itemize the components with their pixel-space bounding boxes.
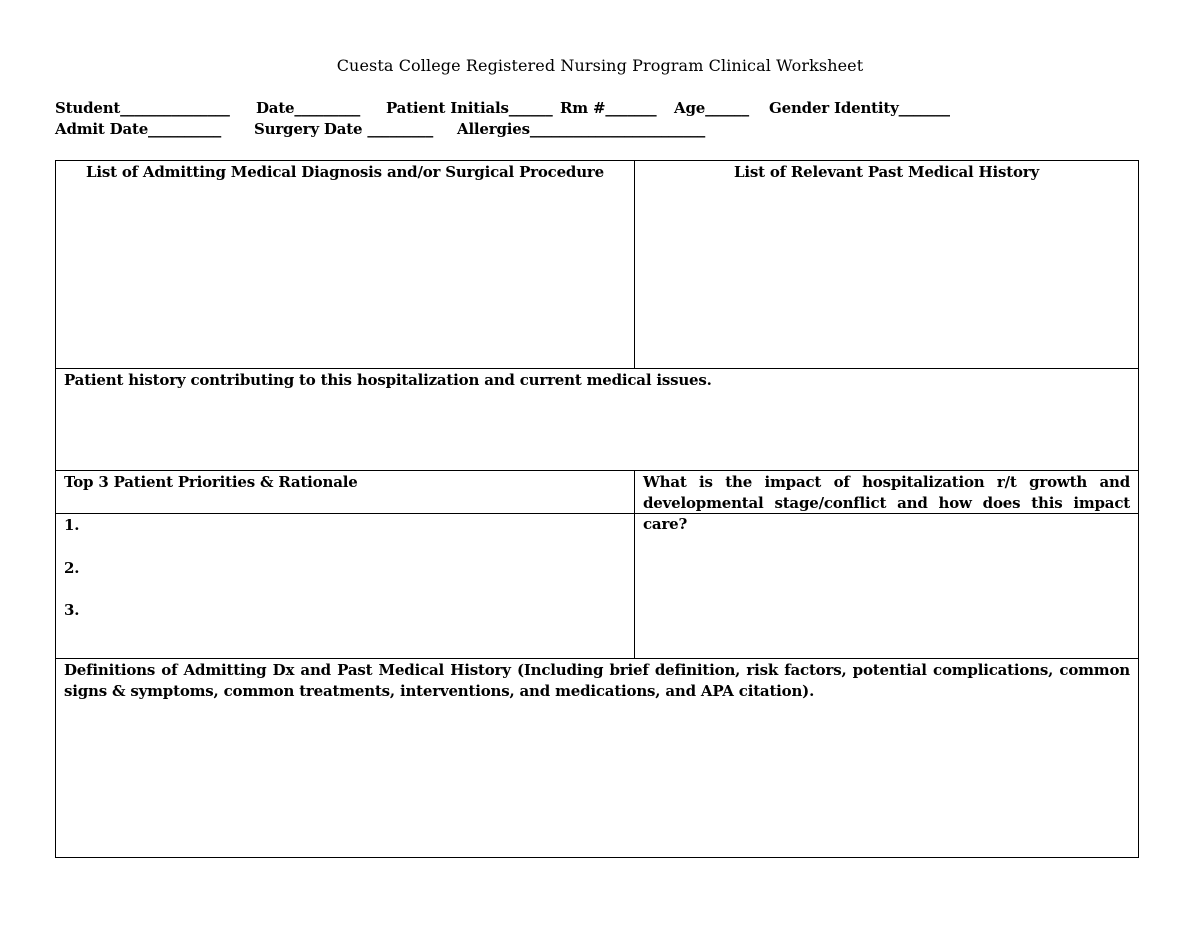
past-medical-history-area[interactable] bbox=[635, 185, 1138, 367]
age-field[interactable]: Age______ bbox=[674, 99, 749, 117]
impact-area[interactable] bbox=[635, 514, 1138, 658]
definitions-area[interactable] bbox=[56, 706, 1138, 856]
gender-identity-field[interactable]: Gender Identity_______ bbox=[769, 99, 950, 117]
impact-heading: What is the impact of hospitalization r/t growth and developmental stage/conflict and how does this impact care? bbox=[643, 473, 1130, 533]
worksheet-title: Cuesta College Registered Nursing Program Clinical Worksheet bbox=[336, 56, 864, 75]
patient-history-area[interactable] bbox=[56, 393, 1138, 469]
priorities-area[interactable] bbox=[56, 514, 634, 658]
priority-number: 2. bbox=[64, 559, 80, 577]
student-field[interactable]: Student_______________ bbox=[55, 99, 230, 117]
surgery-date-field[interactable]: Surgery Date _________ bbox=[254, 120, 434, 138]
divider bbox=[56, 368, 1138, 369]
patient-history-heading: Patient history contributing to this hospitalization and current medical issues. bbox=[64, 371, 712, 389]
date-field[interactable]: Date_________ bbox=[256, 99, 361, 117]
allergies-field[interactable]: Allergies________________________ bbox=[457, 120, 706, 138]
room-number-field[interactable]: Rm #_______ bbox=[560, 99, 657, 117]
divider bbox=[56, 658, 1138, 659]
admitting-diagnosis-heading: List of Admitting Medical Diagnosis and/or Surgical Procedure bbox=[86, 163, 604, 181]
priorities-heading: Top 3 Patient Priorities & Rationale bbox=[64, 473, 358, 491]
divider bbox=[56, 470, 1138, 471]
priority-number: 3. bbox=[64, 601, 80, 619]
definitions-heading: Definitions of Admitting Dx and Past Medical History (Including brief definition, risk factors, potential complications, common signs & symptoms, common treatments, interventions, and medications, and APA citation). bbox=[64, 661, 1130, 700]
past-medical-history-heading: List of Relevant Past Medical History bbox=[733, 163, 1040, 181]
admit-date-field[interactable]: Admit Date__________ bbox=[55, 120, 222, 138]
worksheet-table bbox=[55, 160, 1139, 858]
admitting-diagnosis-area[interactable] bbox=[56, 185, 634, 367]
priority-number: 1. bbox=[64, 516, 80, 534]
patient-initials-field[interactable]: Patient Initials______ bbox=[386, 99, 553, 117]
